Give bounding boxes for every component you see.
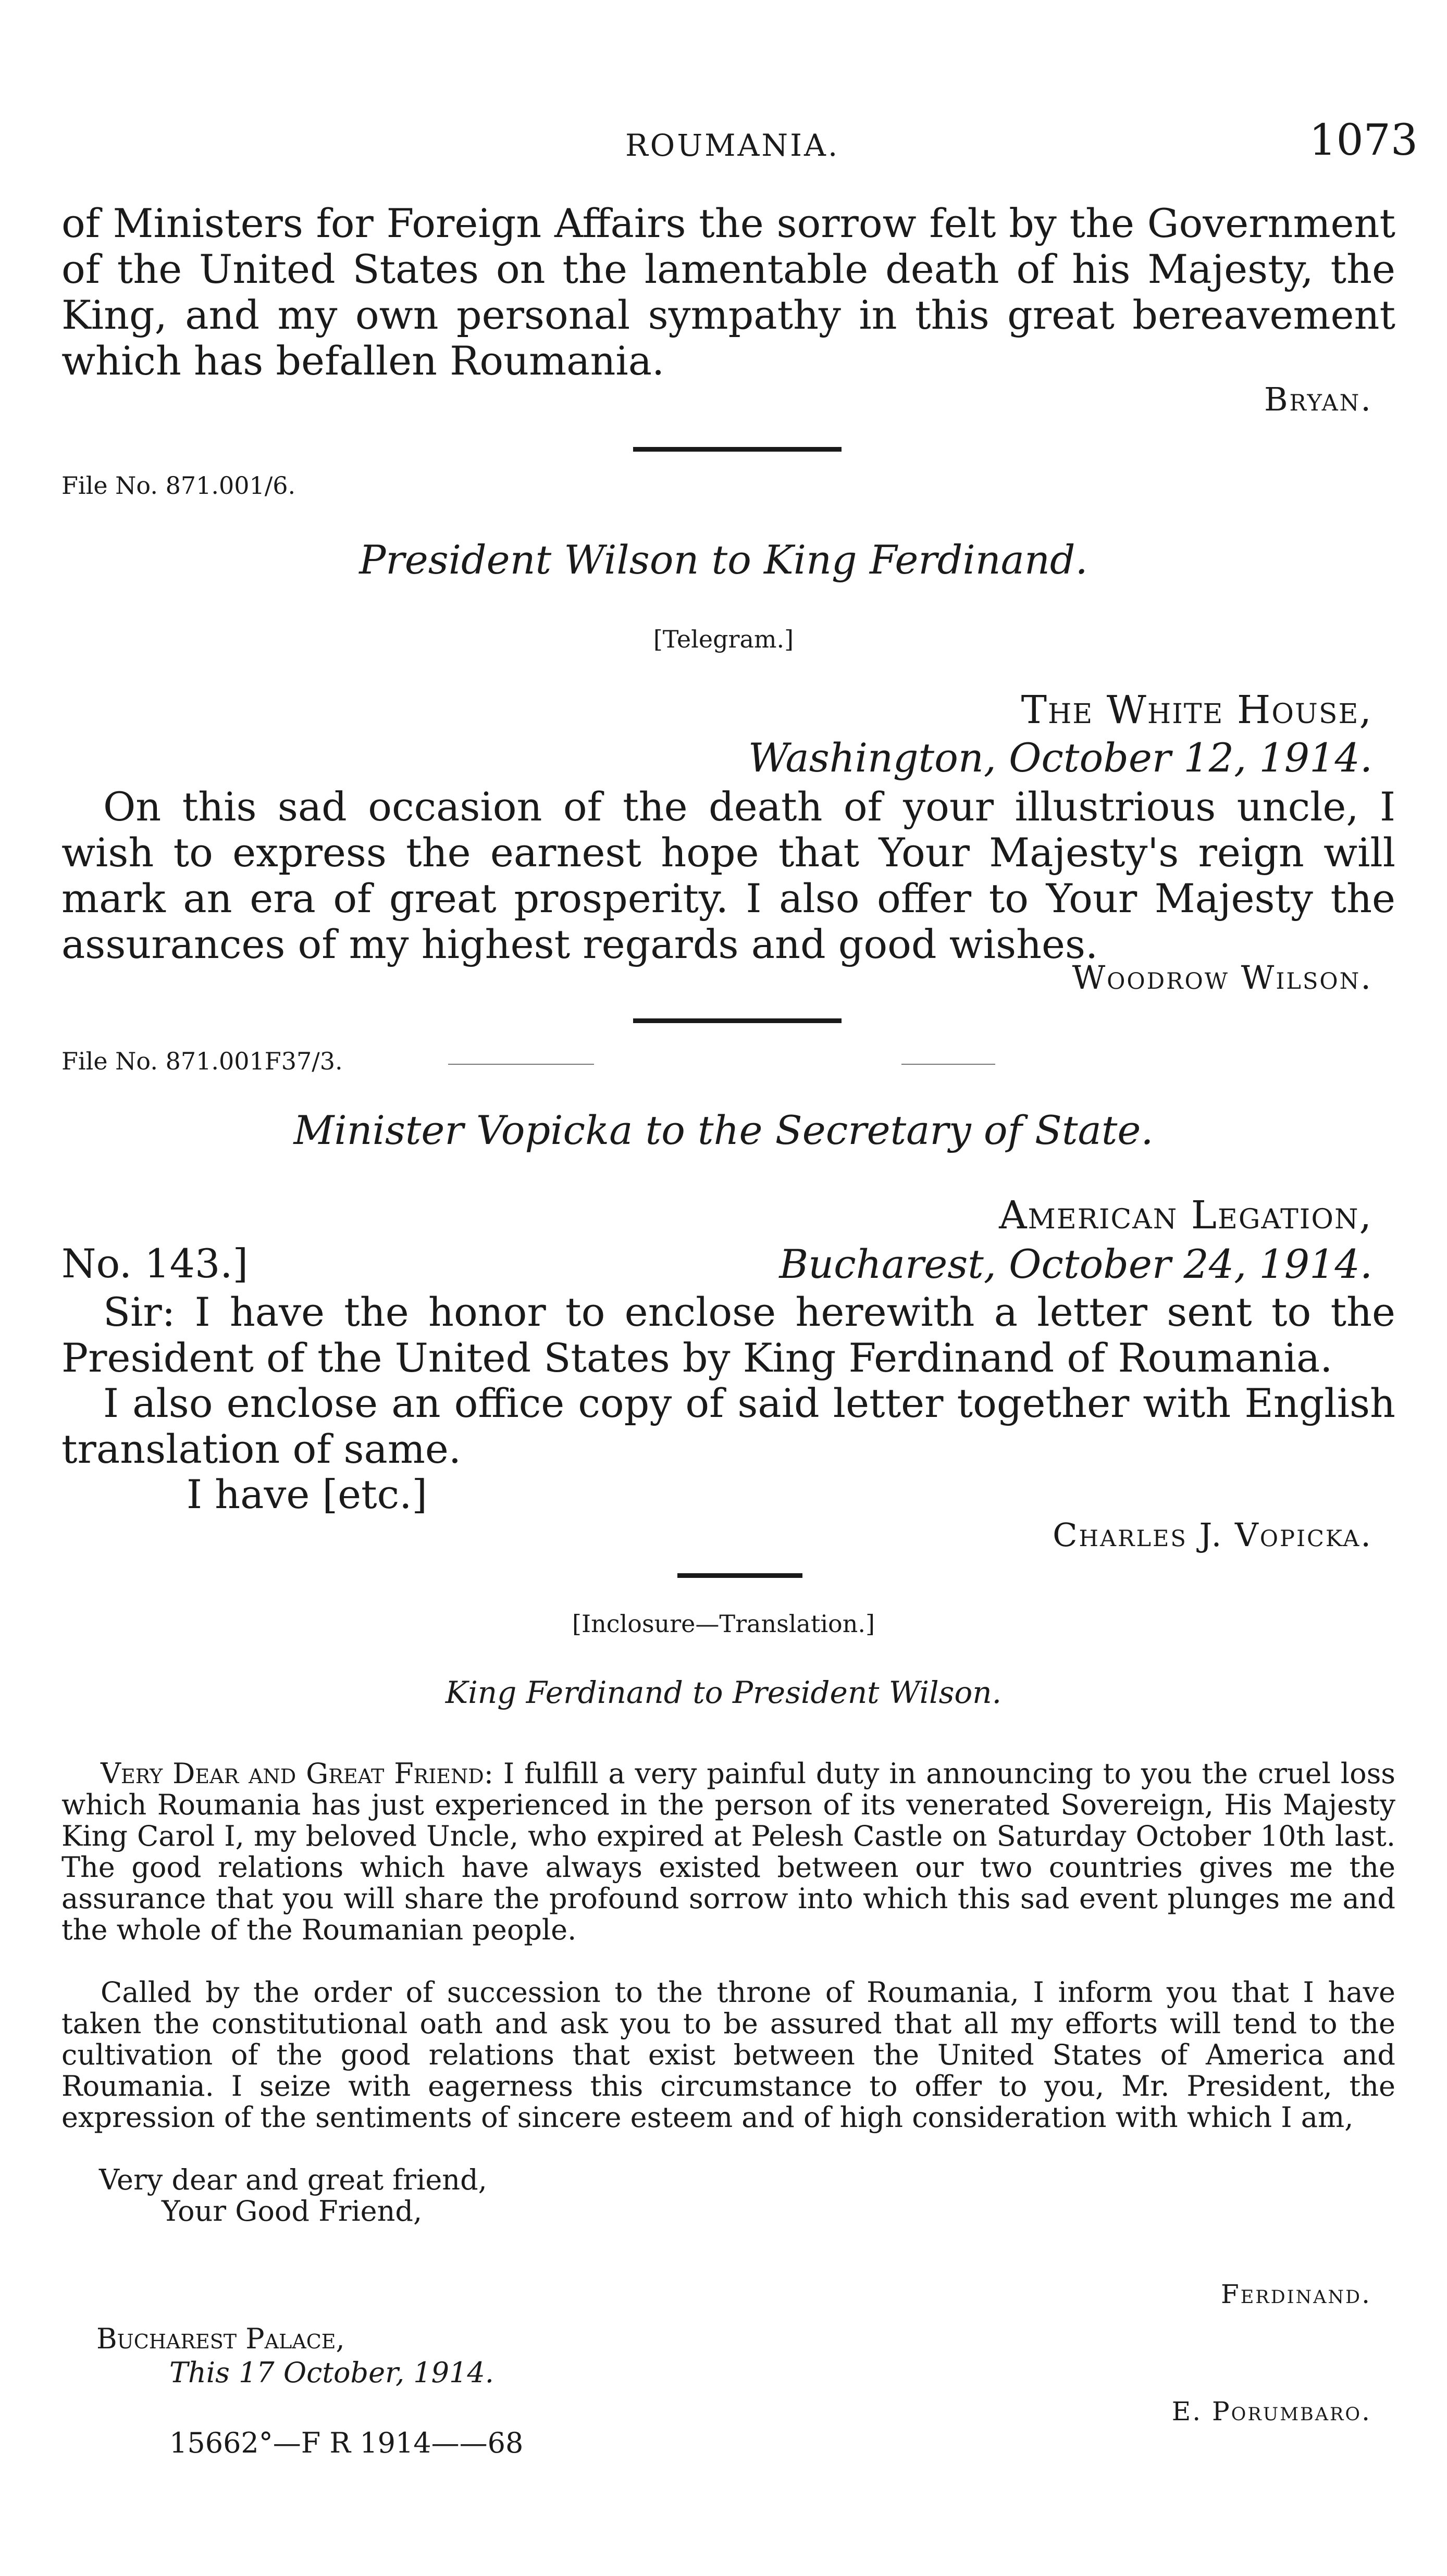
divider-line: [448, 1064, 594, 1065]
place-line: American Legation,: [999, 1193, 1372, 1238]
section-divider: [677, 1573, 802, 1578]
document-heading: Minister Vopicka to the Secretary of State.: [293, 1107, 1154, 1153]
letter-paragraph: Sir: I have the honor to enclose herewith a letter sent to the President of the United States by King Ferdinand of Roumania.: [61, 1289, 1395, 1381]
closing: I have [etc.]: [187, 1471, 428, 1517]
signature-vopicka: Charles J. Vopicka.: [1053, 1516, 1372, 1554]
signature-ferdinand: Ferdinand.: [1221, 2279, 1371, 2309]
divider-line: [901, 1064, 995, 1065]
inclosure-heading: King Ferdinand to President Wilson.: [445, 1675, 1002, 1710]
telegram-paragraph: On this sad occasion of the death of your illustrious uncle, I wish to express the earnest hope that Your Majesty's reign will mark an era of great prosperity. I also offer to Your Majesty the assurances of my highest regards and good wishes.: [61, 783, 1395, 967]
section-divider: [633, 1018, 842, 1023]
running-title: ROUMANIA.: [625, 128, 840, 163]
letter-paragraph: I also enclose an office copy of said letter together with English translation of same.: [61, 1380, 1395, 1472]
signature-bryan: Bryan.: [1264, 380, 1372, 418]
inclosure-paragraph: [61, 1758, 1395, 1946]
inclosure-label: [Inclosure—Translation.]: [572, 1610, 875, 1638]
telegram-label: [Telegram.]: [653, 625, 794, 653]
closing: Your Good Friend,: [162, 2195, 423, 2227]
file-number: File No. 871.001/6.: [61, 471, 296, 500]
page-number: 1073: [1309, 116, 1418, 165]
continued-paragraph: of Ministers for Foreign Affairs the sorrow felt by the Government of the United States on the lamentable death of his Majesty, the King, and my own personal sympathy in this great bereavement which has befallen Roumania.: [61, 200, 1395, 384]
dateline: This 17 October, 1914.: [169, 2356, 494, 2389]
inclosure-paragraph: Called by the order of succession to the throne of Roumania, I inform you that I have taken the constitutional oath and ask you to be assured that all my efforts will tend to the cultivation of the good relations that exist between the United States of America and Roumania. I seize with eagerness this circumstance to offer to you, Mr. President, the expression of the sentiments of sincere esteem and of high consideration with which I am,: [61, 1976, 1395, 2134]
file-number: File No. 871.001F37/3.: [61, 1047, 343, 1075]
place-line: Bucharest Palace,: [96, 2322, 345, 2355]
dateline: Bucharest, October 24, 1914.: [779, 1241, 1372, 1287]
dateline: Washington, October 12, 1914.: [748, 735, 1372, 781]
section-divider: [633, 447, 842, 452]
signature-wilson: Woodrow Wilson.: [1072, 959, 1372, 997]
salutation: Very Dear and Great Friend:: [101, 1757, 493, 1790]
signature-porumbaro: E. Porumbaro.: [1171, 2396, 1371, 2426]
place-line: The White House,: [1021, 688, 1372, 732]
document-heading: President Wilson to King Ferdinand.: [359, 537, 1088, 583]
print-code: 15662°—F R 1914——68: [169, 2426, 524, 2459]
inclosure-text: I fulfill a very painful duty in announcing to you the cruel loss which Roumania has just experienced in the person of its venerated Sovereign, His Majesty King Carol I, my beloved Uncle, who expired at Pelesh Castle on Saturday October 10th last. The good relations which have always existed between our two countries gives me the assurance that you will share the profound sorrow into which this sad event plunges me and the whole of the Roumanian people.: [61, 1757, 1396, 1946]
closing: Very dear and great friend,: [99, 2163, 487, 2196]
dispatch-number: No. 143.]: [61, 1240, 249, 1287]
